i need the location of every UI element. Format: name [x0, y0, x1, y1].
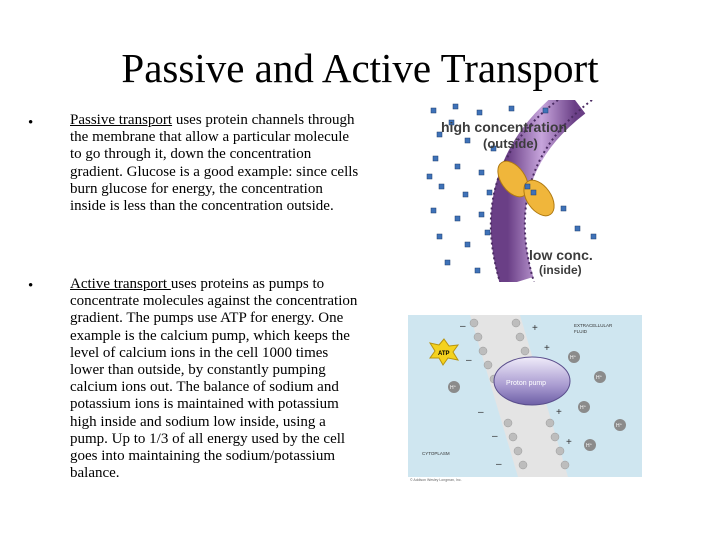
extracellular-label: EXTRACELLULAR	[574, 323, 613, 328]
passive-transport-text: uses protein channels through the membrane that allow a particular molecule to go through it, down the concentration gradient. Glucose is a good example: since cells burn glucose for energy, the concentration inside is less than the concentration outside.	[70, 112, 359, 215]
passive-transport-paragraph	[70, 112, 360, 215]
extracellular-label-2: FLUID	[574, 329, 588, 334]
active-transport-term: Active transport	[70, 276, 171, 292]
ion-label: H⁺	[596, 375, 603, 381]
minus-sign: –	[466, 355, 472, 366]
outside-label: (outside)	[483, 136, 538, 151]
bullet-marker: •	[28, 278, 34, 294]
plus-sign: +	[556, 407, 562, 418]
plus-sign: +	[532, 323, 538, 334]
atp-label: ATP	[438, 351, 450, 357]
active-transport-figure	[408, 315, 642, 483]
passive-transport-term: Passive transport	[70, 112, 173, 128]
ion-label: H⁺	[616, 423, 623, 429]
inside-label: (inside)	[539, 263, 582, 277]
minus-sign: –	[492, 431, 498, 442]
plus-sign: +	[566, 437, 572, 448]
ion-label: H⁺	[450, 385, 457, 391]
active-transport-paragraph	[70, 276, 360, 482]
low-conc-label: low conc.	[529, 247, 593, 263]
minus-sign: –	[496, 459, 502, 470]
active-transport-text: uses proteins as pumps to concentrate molecules against the concentration gradient. The pumps use ATP for energy. One example is the calcium pump, which keeps the level of calcium ions in the cell 1000 times lower than outside, by constantly pumping calcium ions out. The balance of sodium and potassium ions is maintained with potassium high inside and sodium low inside, using a pump. Up to 1/3 of all energy used by the cell goes into maintaining the sodium/potassium balance.	[70, 276, 358, 482]
minus-sign: –	[460, 321, 466, 332]
passive-transport-figure	[425, 100, 605, 282]
copyright-text: © Addison Wesley Longman, Inc.	[410, 478, 462, 482]
high-concentration-label: high concentration	[441, 119, 567, 135]
slide-title: Passive and Active Transport	[121, 45, 599, 91]
bullet-marker: •	[28, 115, 34, 131]
cytoplasm-label: CYTOPLASM	[422, 451, 450, 456]
ion-label: H⁺	[586, 443, 593, 449]
plus-sign: +	[544, 343, 550, 354]
proton-pump-label: Proton pump	[506, 380, 547, 387]
ion-label: H⁺	[570, 355, 577, 361]
ion-label: H⁺	[580, 405, 587, 411]
minus-sign: –	[478, 407, 484, 418]
